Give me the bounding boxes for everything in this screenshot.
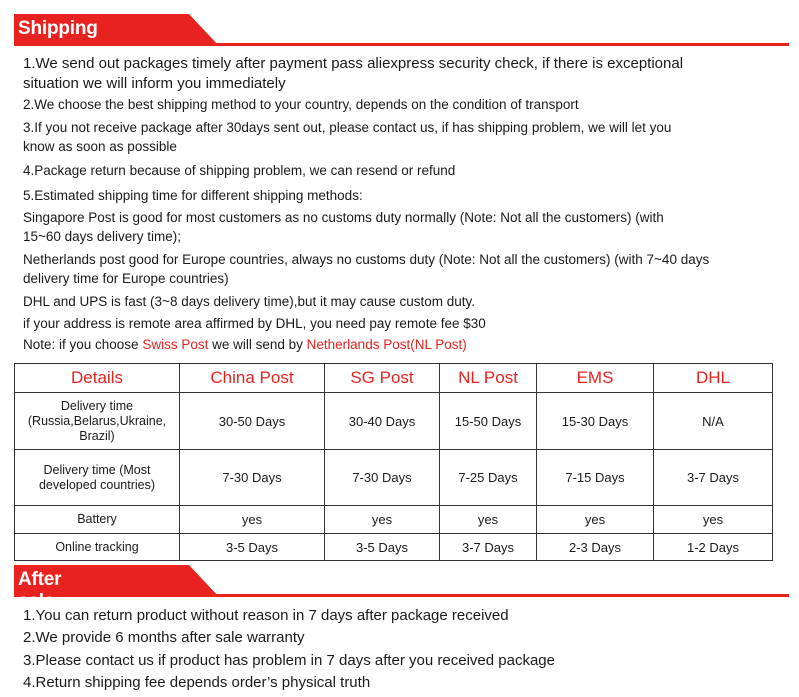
- table-cell: 7-25 Days: [440, 450, 537, 506]
- table-header-row: [15, 364, 773, 393]
- note-line: [23, 336, 467, 354]
- shipping-line-5: 5.Estimated shipping time for different shipping methods:: [23, 188, 363, 203]
- shipping-line-2: 2.We choose the best shipping method to your country, depends on the condition of transport: [23, 97, 579, 112]
- table-cell: 2-3 Days: [537, 534, 654, 561]
- shipping-title: Shipping: [18, 18, 98, 39]
- table-row: [15, 534, 773, 561]
- dhl-ups-line: DHL and UPS is fast (3~8 days delivery time),but it may cause custom duty.: [23, 294, 476, 309]
- header-china-post: China Post: [180, 364, 325, 393]
- after-sale-item: 3.Please contact us if product has problem in 7 days after you received package: [23, 652, 555, 669]
- table-cell: yes: [325, 506, 440, 534]
- shipping-divider: [209, 43, 789, 46]
- note-swiss-post: Swiss Post: [142, 337, 209, 352]
- header-ems: EMS: [537, 364, 654, 393]
- note-netherlands-post: Netherlands Post(NL Post): [306, 337, 467, 352]
- table-row: [15, 393, 773, 450]
- table-cell: 7-30 Days: [180, 450, 325, 506]
- shipping-line-4: 4.Package return because of shipping problem, we can resend or refund: [23, 163, 456, 178]
- header-dhl: DHL: [654, 364, 773, 393]
- row-label: Battery: [15, 506, 180, 534]
- shipping-line-1a: 1.We send out packages timely after payment pass aliexpress security check, if there is exceptional: [23, 55, 684, 72]
- after-sale-divider: [209, 594, 789, 597]
- header-nl-post: NL Post: [440, 364, 537, 393]
- table-cell: yes: [537, 506, 654, 534]
- shipping-table: [14, 363, 773, 561]
- table-cell: 3-7 Days: [654, 450, 773, 506]
- table-cell: yes: [654, 506, 773, 534]
- table-cell: 30-40 Days: [325, 393, 440, 450]
- table-cell: N/A: [654, 393, 773, 450]
- table-cell: 3-7 Days: [440, 534, 537, 561]
- after-sale-item: 4.Return shipping fee depends order’s physical truth: [23, 674, 371, 691]
- note-mid: we will send by: [208, 337, 307, 352]
- shipping-line-3b: know as soon as possible: [23, 139, 177, 154]
- row-label: Delivery time (Most developed countries): [15, 450, 180, 506]
- remote-fee-line: if your address is remote area affirmed by DHL, you need pay remote fee $30: [23, 316, 486, 331]
- table-cell: 3-5 Days: [325, 534, 440, 561]
- header-sg-post: SG Post: [325, 364, 440, 393]
- netherlands-post-line-a: Netherlands post good for Europe countries, always no customs duty (Note: Not all the customers) (with 7~40 days: [23, 252, 710, 267]
- singapore-post-line-a: Singapore Post is good for most customers as no customs duty normally (Note: Not all the customers) (with: [23, 210, 664, 225]
- row-label: Delivery time (Russia,Belarus,Ukraine, Brazil): [15, 393, 180, 450]
- table-cell: yes: [440, 506, 537, 534]
- after-sale-item: 1.You can return product without reason in 7 days after package received: [23, 607, 509, 624]
- row-label: Online tracking: [15, 534, 180, 561]
- table-cell: 30-50 Days: [180, 393, 325, 450]
- table-cell: 15-50 Days: [440, 393, 537, 450]
- header-details: Details: [15, 364, 180, 393]
- table-cell: 3-5 Days: [180, 534, 325, 561]
- table-cell: yes: [180, 506, 325, 534]
- singapore-post-line-b: 15~60 days delivery time);: [23, 229, 181, 244]
- shipping-line-1b: situation we will inform you immediately: [23, 75, 286, 92]
- table-row: [15, 506, 773, 534]
- netherlands-post-line-b: delivery time for Europe countries): [23, 271, 229, 286]
- shipping-line-3a: 3.If you not receive package after 30days sent out, please contact us, if has shipping problem, we will let you: [23, 120, 672, 135]
- table-cell: 1-2 Days: [654, 534, 773, 561]
- after-sale-title: After sale: [18, 569, 62, 612]
- table-cell: 7-30 Days: [325, 450, 440, 506]
- table-row: [15, 450, 773, 506]
- table-cell: 7-15 Days: [537, 450, 654, 506]
- after-sale-item: 2.We provide 6 months after sale warranty: [23, 629, 305, 646]
- note-prefix: Note: if you choose: [23, 337, 143, 352]
- table-cell: 15-30 Days: [537, 393, 654, 450]
